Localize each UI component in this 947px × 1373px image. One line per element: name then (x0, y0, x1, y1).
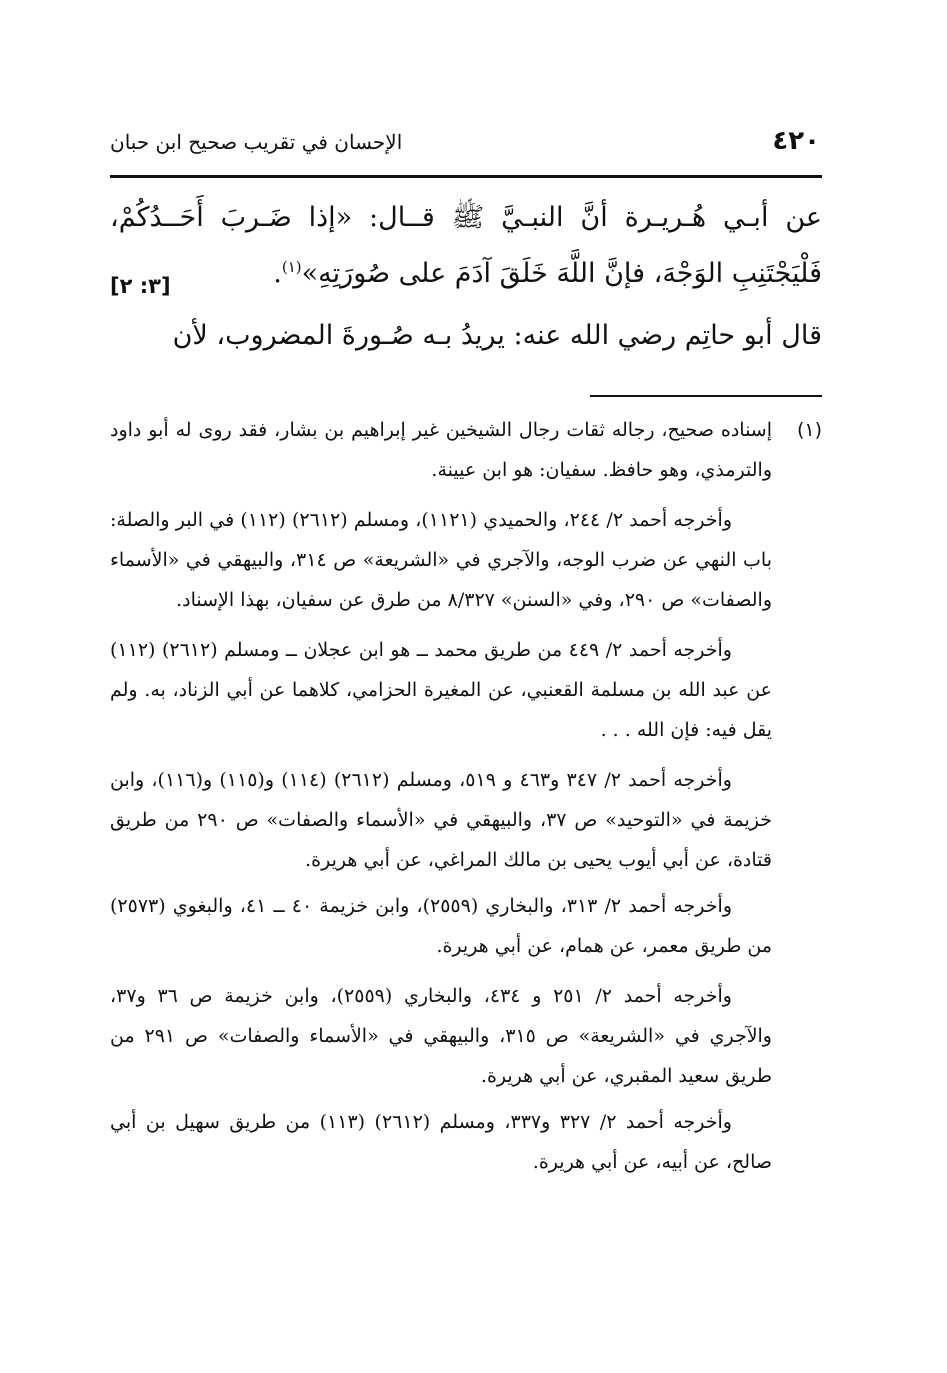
footnote-paragraph: وأخرجه أحمد ٢/ ٤٤٩ من طريق محمد ــ هو ابن عجلان ــ ومسلم (٢٦١٢) (١١٢) عن عبد الله بن مسلمة القعنبي، عن المغيرة الحزامي، كلاهما عن أبي الزناد، به. ولم يقل فيه: فإن الله . . . (110, 639, 772, 741)
commentary-paragraph: قال أبو حاتِم رضي الله عنه: يريدُ بـه صُـورةَ المضروب، لأن (172, 320, 822, 351)
hadith-text: عن أبـي هُـريـرة أنَّ النبـيَّ ﷺ قــال: «إذا ضَـربَ أَحَــدُكُمْ، فَلْيَجْتَنِبِ الوَجْهَ، فإنَّ اللَّهَ خَلَقَ آدَمَ على صُورَتِهِ» (110, 202, 822, 289)
footnote-first (110, 410, 822, 490)
hadith-reference: [٣: ٢] (110, 274, 171, 298)
running-title: الإحسان في تقريب صحيح ابن حبان (110, 130, 403, 154)
footnote-paragraph: وأخرجه أحمد ٢/ ٢٤٤، والحميدي (١١٢١)، ومسلم (٢٦١٢) (١١٢) في البر والصلة: باب النهي عن ضرب الوجه، والآجري في «الشريعة» ص ٣١٤، والبيهقي في «الأسماء والصفات» ص ٢٩٠، وفي «السنن» ٨/٣٢٧ من طرق عن سفيان، بهذا الإسناد. (110, 509, 773, 611)
header-rule (110, 175, 822, 178)
footnote-marker: (١) (796, 419, 822, 441)
footnote-paragraph: وأخرجه أحمد ٢/ ٣٢٧ و٣٣٧، ومسلم (٢٦١٢) (١١٣) من طريق سهيل بن أبي صالح، عن أبيه، عن أبي هريرة. (110, 1111, 772, 1173)
page-number: ٤٢٠ (772, 126, 820, 156)
footnote-paragraph: وأخرجه أحمد ٢/ ٣٤٧ و٤٦٣ و ٥١٩، ومسلم (٢٦١٢) (١١٤) و(١١٥) و(١١٦)، وابن خزيمة في «التوحيد» ص ٣٧، والبيهقي في «الأسماء والصفات» ص ٢٩٠ من طريق قتادة، عن أبي أيوب يحيى بن مالك المراغي، عن أبي هريرة. (110, 769, 772, 871)
hadith-end: . (273, 258, 282, 289)
page-header (110, 120, 820, 170)
footnote-text: إسناده صحيح، رجاله ثقات رجال الشيخين غير إبراهيم بن بشار، فقد روى له أبو داود والترمذي، وهو حافظ. سفيان: هو ابن عيينة. (110, 419, 772, 481)
main-text (110, 190, 822, 364)
footnote-paragraph: وأخرجه أحمد ٢/ ٣١٣، والبخاري (٢٥٥٩)، وابن خزيمة ٤٠ ــ ٤١، والبغوي (٢٥٧٣) من طريق معمر، عن همام، عن أبي هريرة. (110, 895, 772, 957)
footnote-paragraph: وأخرجه أحمد ٢/ ٢٥١ و ٤٣٤، والبخاري (٢٥٥٩)، وابن خزيمة ص ٣٦ و٣٧، والآجري في «الشريعة» ص ٣١٥، والبيهقي في «الأسماء والصفات» ص ٢٩١ من طريق سعيد المقبري، عن أبي هريرة. (110, 985, 772, 1087)
footnote-ref: (١) (281, 258, 302, 276)
footnote-rule (590, 395, 822, 397)
hadith-paragraph (110, 190, 822, 304)
footnotes (110, 410, 822, 1182)
